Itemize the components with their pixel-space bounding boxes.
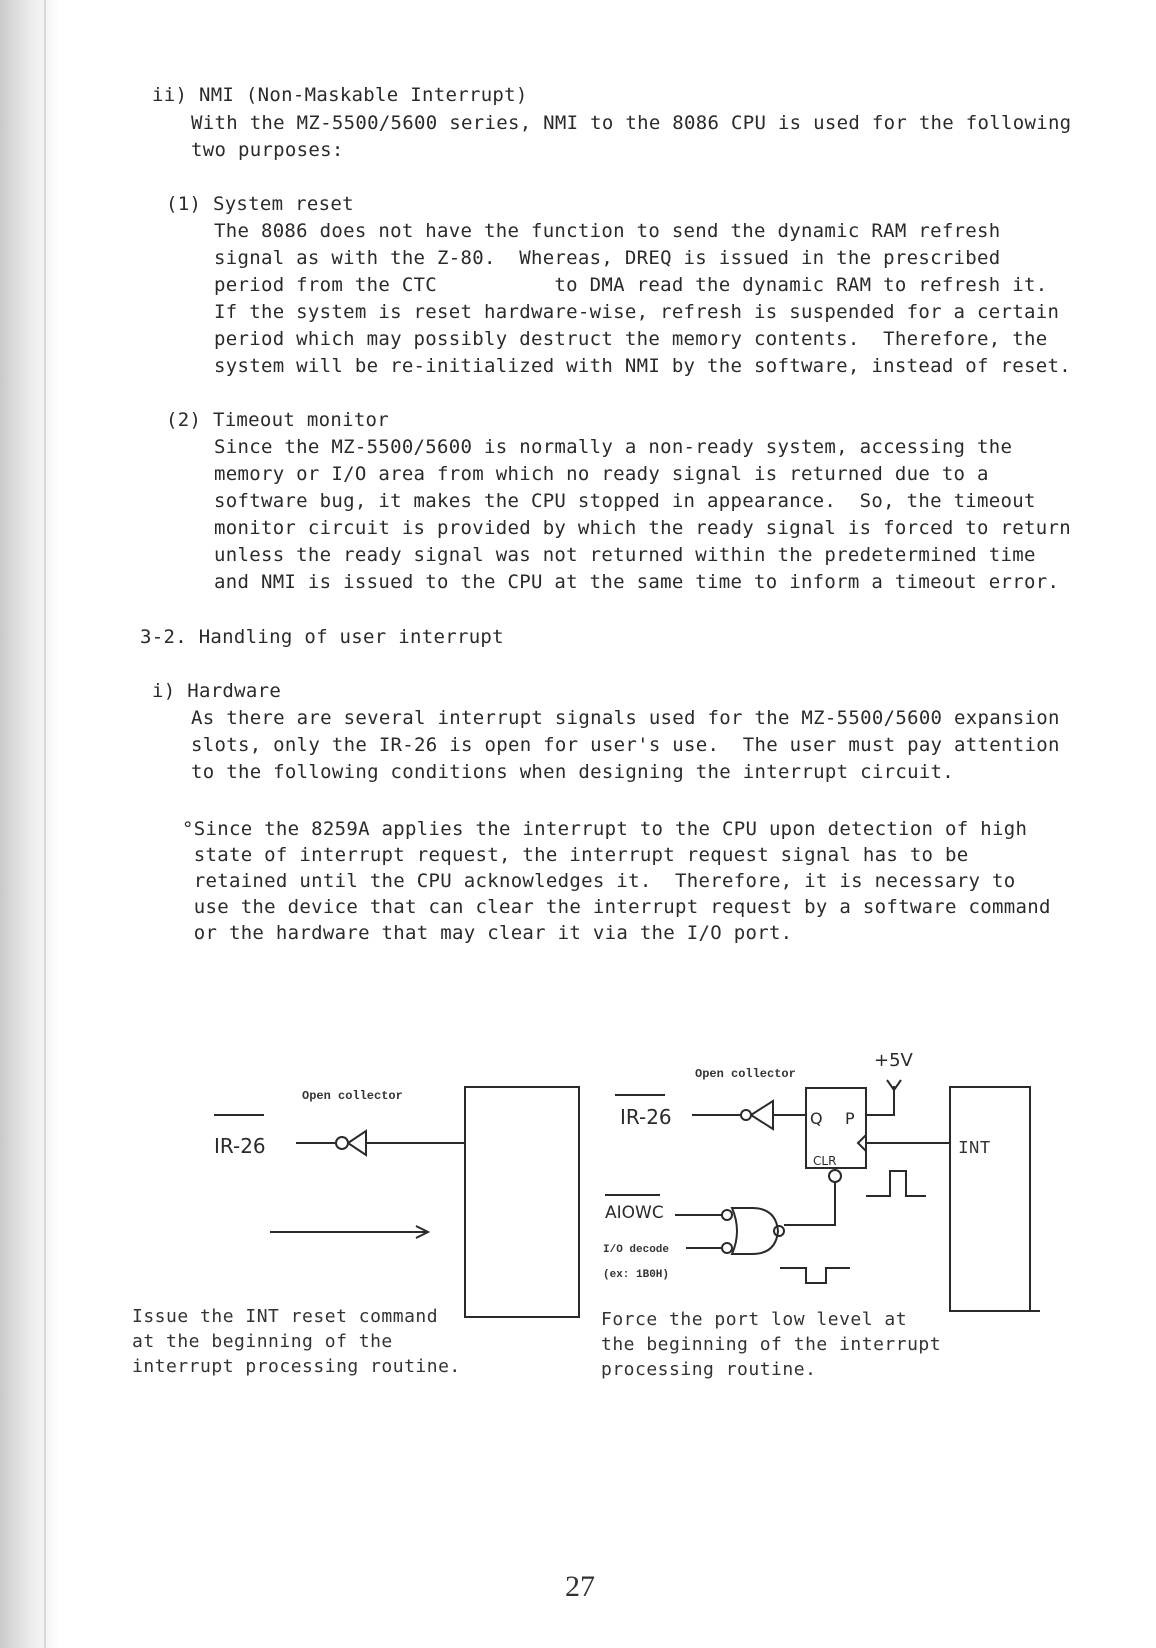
timeout-line-2: memory or I/O area from which no ready signal is returned due to a (214, 463, 989, 485)
or-gate-icon (732, 1208, 778, 1254)
note-line-3: retained until the CPU acknowledges it. Therefore, it is necessary to (182, 870, 1016, 892)
flip-flop-box (806, 1088, 866, 1168)
note-line-1: °Since the 8259A applies the interrupt to the CPU upon detection of high (182, 818, 1028, 840)
left-caption-line-3: interrupt processing routine. (132, 1356, 461, 1377)
timeout-line-6: and NMI is issued to the CPU at the same time to inform a timeout error. (214, 571, 1060, 593)
left-caption-line-2: at the beginning of the (132, 1331, 393, 1352)
left-open-collector-label: Open collector (302, 1089, 403, 1103)
io-decode-label: I/O decode (603, 1244, 670, 1256)
system-reset-line-1: The 8086 does not have the function to send the dynamic RAM refresh (214, 220, 1001, 242)
hardware-line-2: slots, only the IR-26 is open for user's use. The user must pay attention (191, 734, 1060, 756)
supply-label: +5V (874, 1050, 913, 1071)
binding-shadow (0, 0, 60, 1648)
hardware-heading: i) Hardware (152, 680, 282, 702)
nmi-heading: ii) NMI (Non-Maskable Interrupt) (152, 84, 528, 106)
iowc-label: AIOWC (605, 1203, 664, 1223)
right-int-box (950, 1087, 1030, 1311)
ff-clr-label: CLR (813, 1154, 837, 1168)
note-line-4: use the device that can clear the interrupt request by a software command (182, 896, 1051, 918)
system-reset-line-5: period which may possibly destruct the memory contents. Therefore, the (214, 328, 1048, 350)
left-target-box (465, 1087, 579, 1317)
binding-line (44, 0, 46, 1648)
system-reset-title: (1) System reset (166, 193, 354, 215)
nmi-intro-line-1: With the MZ-5500/5600 series, NMI to the 8086 CPU is used for the following (191, 112, 1072, 134)
supply-wire (866, 1086, 894, 1115)
positive-pulse (866, 1171, 926, 1196)
hardware-line-1: As there are several interrupt signals used for the MZ-5500/5600 expansion (191, 707, 1060, 729)
page-number: 27 (565, 1570, 595, 1603)
system-reset-line-4: If the system is reset hardware-wise, refresh is suspended for a certain (214, 301, 1060, 323)
ff-p-label: P (845, 1109, 855, 1128)
note-line-2: state of interrupt request, the interrupt request signal has to be (182, 844, 969, 866)
system-reset-line-2: signal as with the Z-80. Whereas, DREQ is issued in the prescribed (214, 247, 1001, 269)
left-open-collector-buffer-icon (336, 1131, 366, 1155)
system-reset-line-3: period from the CTC to DMA read the dynamic RAM to refresh it. (214, 274, 1048, 296)
hardware-line-3: to the following conditions when designing the interrupt circuit. (191, 761, 955, 783)
left-caption-line-1: Issue the INT reset command (132, 1306, 439, 1327)
note-line-5: or the hardware that may clear it via the I/O port. (182, 922, 793, 944)
right-caption-line-1: Force the port low level at (601, 1309, 908, 1330)
ff-q-label: Q (810, 1109, 823, 1128)
timeout-line-5: unless the ready signal was not returned within the predetermined time (214, 544, 1036, 566)
user-interrupt-heading: 3-2. Handling of user interrupt (140, 626, 504, 648)
timeout-line-1: Since the MZ-5500/5600 is normally a non-ready system, accessing the (214, 436, 1013, 458)
nmi-intro-line-2: two purposes: (191, 139, 344, 161)
example-label: (ex: 1B0H) (603, 1269, 670, 1281)
right-open-collector-label: Open collector (695, 1067, 796, 1081)
timeout-line-3: software bug, it makes the CPU stopped in appearance. So, the timeout (214, 490, 1036, 512)
timeout-line-4: monitor circuit is provided by which the ready signal is forced to return (214, 517, 1071, 539)
left-ir26-label: IR-26 (214, 1134, 266, 1158)
right-caption-line-2: the beginning of the interrupt (601, 1334, 942, 1355)
right-open-collector-buffer-icon (741, 1101, 773, 1129)
int-label: INT (958, 1139, 991, 1159)
timeout-title: (2) Timeout monitor (166, 409, 390, 431)
negative-pulse (780, 1268, 850, 1283)
clr-wire (784, 1182, 835, 1225)
right-ir26-label: IR-26 (620, 1105, 672, 1129)
system-reset-line-6: system will be re-initialized with NMI by the software, instead of reset. (214, 355, 1071, 377)
right-caption-line-3: processing routine. (601, 1359, 817, 1380)
